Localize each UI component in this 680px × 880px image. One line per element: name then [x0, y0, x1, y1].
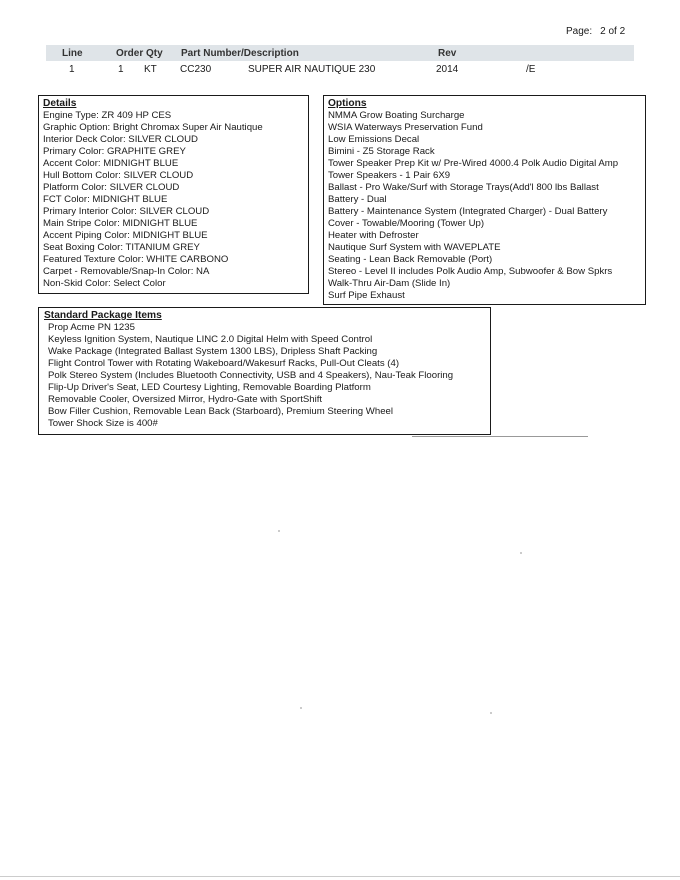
- details-item: Primary Interior Color: SILVER CLOUD: [43, 206, 210, 217]
- page-label: Page:: [566, 26, 593, 37]
- details-item: Platform Color: SILVER CLOUD: [43, 182, 180, 193]
- options-item: Tower Speaker Prep Kit w/ Pre-Wired 4000.4 Polk Audio Digital Amp: [328, 158, 619, 169]
- details-item: FCT Color: MIDNIGHT BLUE: [43, 194, 168, 205]
- standard-package-box: [38, 307, 491, 435]
- divider-line: [412, 436, 588, 437]
- standard-package-item: Prop Acme PN 1235: [48, 322, 135, 333]
- header-part-description: Part Number/Description: [181, 48, 299, 59]
- details-item: Primary Color: GRAPHITE GREY: [43, 146, 186, 157]
- options-box: [323, 95, 646, 305]
- header-rev: Rev: [438, 48, 457, 59]
- details-item: Graphic Option: Bright Chromax Super Air Nautique: [43, 122, 263, 133]
- options-item: Stereo - Level II includes Polk Audio Amp, Subwoofer & Bow Spkrs: [328, 266, 613, 277]
- options-item: Ballast - Pro Wake/Surf with Storage Trays(Add'l 800 lbs Ballast: [328, 182, 599, 193]
- row-unit: KT: [144, 64, 157, 75]
- standard-package-item: Wake Package (Integrated Ballast System 1300 LBS), Dripless Shaft Packing: [48, 346, 378, 357]
- options-item: Seating - Lean Back Removable (Port): [328, 254, 493, 265]
- row-qty: 1: [118, 64, 124, 75]
- row-description: SUPER AIR NAUTIQUE 230: [248, 64, 376, 75]
- header-line: Line: [62, 48, 83, 59]
- details-item: Interior Deck Color: SILVER CLOUD: [43, 134, 198, 145]
- options-item: Heater with Defroster: [328, 230, 419, 241]
- options-item: Battery - Maintenance System (Integrated Charger) - Dual Battery: [328, 206, 608, 217]
- standard-package-item: Bow Filler Cushion, Removable Lean Back (Starboard), Premium Steering Wheel: [48, 406, 393, 417]
- details-item: Hull Bottom Color: SILVER CLOUD: [43, 170, 194, 181]
- details-item: Accent Color: MIDNIGHT BLUE: [43, 158, 179, 169]
- scan-edge: [0, 876, 680, 877]
- row-line: 1: [69, 64, 75, 75]
- options-item: Nautique Surf System with WAVEPLATE: [328, 242, 501, 253]
- options-item: Low Emissions Decal: [328, 134, 420, 145]
- standard-package-item: Keyless Ignition System, Nautique LINC 2.0 Digital Helm with Speed Control: [48, 334, 373, 345]
- scan-speck: [278, 530, 280, 532]
- options-item: Cover - Towable/Mooring (Tower Up): [328, 218, 485, 229]
- options-item: Walk-Thru Air-Dam (Slide In): [328, 278, 451, 289]
- details-item: Featured Texture Color: WHITE CARBONO: [43, 254, 229, 265]
- header-order-qty: Order Qty: [116, 48, 163, 59]
- row-rev: 2014: [436, 64, 459, 75]
- standard-package-item: Tower Shock Size is 400#: [48, 418, 158, 429]
- details-box: [38, 95, 309, 294]
- options-item: Battery - Dual: [328, 194, 387, 205]
- options-item: Bimini - Z5 Storage Rack: [328, 146, 435, 157]
- row-code: /E: [526, 64, 536, 75]
- page-number: [566, 26, 625, 37]
- details-item: Main Stripe Color: MIDNIGHT BLUE: [43, 218, 198, 229]
- row-part-number: CC230: [180, 64, 212, 75]
- standard-package-item: Flip-Up Driver's Seat, LED Courtesy Lighting, Removable Boarding Platform: [48, 382, 371, 393]
- standard-package-item: Removable Cooler, Oversized Mirror, Hydro-Gate with SportShift: [48, 394, 323, 405]
- options-item: Surf Pipe Exhaust: [328, 290, 405, 301]
- standard-package-item: Flight Control Tower with Rotating Wakeboard/Wakesurf Racks, Pull-Out Cleats (4): [48, 358, 400, 369]
- options-title: Options: [328, 98, 367, 109]
- standard-package-title: Standard Package Items: [44, 310, 162, 321]
- details-title: Details: [43, 98, 77, 109]
- page-value: 2 of 2: [600, 26, 626, 37]
- details-item: Engine Type: ZR 409 HP CES: [43, 110, 172, 121]
- scan-speck: [490, 712, 492, 714]
- options-item: WSIA Waterways Preservation Fund: [328, 122, 483, 133]
- options-item: Tower Speakers - 1 Pair 6X9: [328, 170, 451, 181]
- details-item: Seat Boxing Color: TITANIUM GREY: [43, 242, 200, 253]
- scan-speck: [300, 707, 302, 709]
- details-item: Carpet - Removable/Snap-In Color: NA: [43, 266, 210, 277]
- scan-speck: [520, 552, 522, 554]
- standard-package-item: Polk Stereo System (Includes Bluetooth Connectivity, USB and 4 Speakers), Nau-Teak Flooring: [48, 370, 454, 381]
- details-item: Non-Skid Color: Select Color: [43, 278, 166, 289]
- options-item: NMMA Grow Boating Surcharge: [328, 110, 465, 121]
- details-item: Accent Piping Color: MIDNIGHT BLUE: [43, 230, 208, 241]
